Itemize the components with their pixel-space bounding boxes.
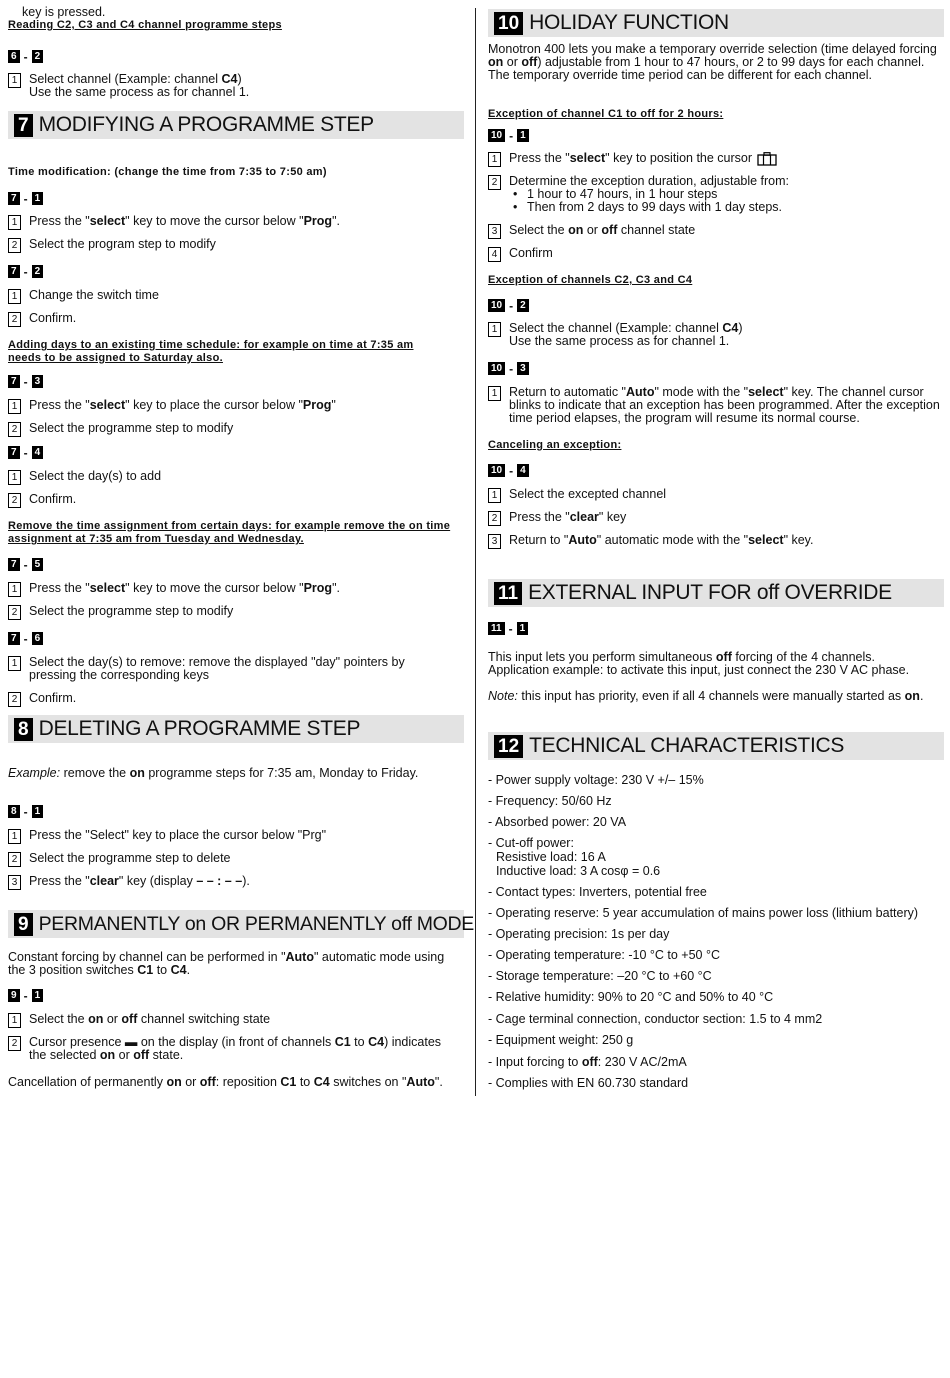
section-11-text: This input lets you perform simultaneous off forcing of the 4 channels. Application example: to activate this input, just connect the 230 V AC phase. [488, 650, 910, 677]
section-11-note: Note: this input has priority, even if all 4 channels were manually started as on. [488, 689, 924, 703]
step-id-10-1: 10 - 1 [488, 129, 529, 142]
time-mod-heading: Time modification: (change the time from 7:35 to 7:50 am) [8, 166, 327, 178]
example-text: Example: remove the on programme steps for 7:35 am, Monday to Friday. [8, 766, 419, 780]
section-header-10: 10 HOLIDAY FUNCTION [488, 9, 944, 37]
tech-spec-item: - Contact types: Inverters, potential free [488, 885, 707, 899]
step-item: 2 Select the programme step to modify [8, 605, 233, 620]
exception-c1-heading: Exception of channel C1 to off for 2 hours: [488, 108, 724, 120]
section-10-intro: Monotron 400 lets you make a temporary override selection (time delayed forcing on or off) adjustable from 1 hour to 47 hours, or 2 to 99 days for each channel. The temporary override time period can be different for each channel. [488, 42, 937, 82]
step-item: 1 Select the day(s) to add [8, 470, 161, 485]
step-item: 2 Select the program step to modify [8, 238, 216, 253]
step-item: 1 Press the "select" key to place the cursor below "Prog" [8, 399, 336, 414]
step-id-7-2: 7 - 2 [8, 265, 43, 278]
step-item: 1 Press the "select" key to position the cursor [488, 152, 777, 169]
tech-spec-item: - Frequency: 50/60 Hz [488, 794, 612, 808]
step-id-10-4: 10 - 4 [488, 464, 529, 477]
tech-spec-item: - Absorbed power: 20 VA [488, 815, 627, 829]
step-id-7-1: 7 - 1 [8, 192, 43, 205]
step-id-7-4: 7 - 4 [8, 446, 43, 459]
tech-spec-item: - Operating temperature: -10 °C to +50 °C [488, 948, 720, 962]
section-header-11: 11 EXTERNAL INPUT FOR off OVERRIDE [488, 579, 944, 607]
step-item: 1 Press the "select" key to move the cursor below "Prog". [8, 582, 340, 597]
step-item: 1 Return to automatic "Auto" mode with the "select" key. The channel cursor blinks to indicate that an exception has been programmed. After the exception time period elapses, the program will resume its normal course. [488, 386, 944, 425]
tech-spec-subitem: Resistive load: 16 A [496, 850, 606, 864]
tech-spec-item: - Relative humidity: 90% to 20 °C and 50% to 40 °C [488, 990, 774, 1004]
tech-spec-item: - Storage temperature: –20 °C to +60 °C [488, 969, 712, 983]
tech-spec-item: - Cut-off power: [488, 836, 574, 850]
step-item: 2 Press the "clear" key [488, 511, 626, 526]
section-header-8: 8 DELETING A PROGRAMME STEP [8, 715, 464, 743]
tech-spec-item: - Input forcing to off: 230 V AC/2mA [488, 1055, 687, 1069]
step-item: 2 Determine the exception duration, adjustable from: • 1 hour to 47 hours, in 1 hour steps • Then from 2 days to 99 days with 1 day steps. [488, 175, 789, 214]
tech-spec-subitem: Inductive load: 3 A cosφ = 0.6 [496, 864, 661, 878]
step-item: 2 Confirm. [8, 692, 76, 707]
step-id-11-1: 11 - 1 [488, 622, 528, 635]
section-header-12: 12 TECHNICAL CHARACTERISTICS [488, 732, 944, 760]
bullet-item: • Then from 2 days to 99 days with 1 day steps. [513, 200, 782, 214]
step-item: 3 Return to "Auto" automatic mode with the "select" key. [488, 534, 813, 549]
step-id-8-1: 8 - 1 [8, 805, 43, 818]
tech-spec-item: - Cage terminal connection, conductor section: 1.5 to 4 mm2 [488, 1012, 823, 1026]
canceling-heading: Canceling an exception: [488, 439, 622, 451]
tech-spec-item: - Operating precision: 1s per day [488, 927, 670, 941]
exception-c2-heading: Exception of channels C2, C3 and C4 [488, 274, 693, 286]
section-header-7: 7 MODIFYING A PROGRAMME STEP [8, 111, 464, 139]
tech-spec-item: - Complies with EN 60.730 standard [488, 1076, 689, 1090]
tech-spec-item: - Operating reserve: 5 year accumulation of mains power loss (lithium battery) [488, 906, 919, 920]
step-item: 2 Confirm. [8, 312, 76, 327]
holiday-suitcase-icon [757, 152, 777, 169]
section-9-intro: Constant forcing by channel can be performed in "Auto" automatic mode using the 3 position switches C1 to C4. [8, 950, 445, 977]
step-id-7-5: 7 - 5 [8, 558, 43, 571]
step-id-9-1: 9 - 1 [8, 989, 43, 1002]
column-divider [475, 8, 476, 1096]
section-header-9: 9 PERMANENTLY on OR PERMANENTLY off MODE [8, 910, 464, 938]
step-item: 4 Confirm [488, 247, 553, 262]
intro-text: key is pressed. [22, 5, 106, 19]
step-item: 1 Press the "select" key to move the cursor below "Prog". [8, 215, 340, 230]
step-item: 1 Select the day(s) to remove: remove the displayed "day" pointers by pressing the corresponding keys [8, 656, 448, 682]
remove-heading: Remove the time assignment from certain days: for example remove the on time assignment at 7:35 am from Tuesday and Wednesday. [8, 520, 451, 545]
bullet-item: • 1 hour to 47 hours, in 1 hour steps [513, 187, 718, 201]
step-item: 3 Select the on or off channel state [488, 224, 695, 239]
step-item: 1 Press the "Select" key to place the cursor below "Prg" [8, 829, 326, 844]
step-item: 3 Press the "clear" key (display – – : – –). [8, 875, 250, 890]
step-item: 2 Select the programme step to delete [8, 852, 231, 867]
step-item: 2 Confirm. [8, 493, 76, 508]
step-id-6-2: 6 - 2 [8, 50, 43, 63]
step-item: 2 Cursor presence ▬ on the display (in front of channels C1 to C4) indicates the selected on or off state. [8, 1036, 458, 1062]
tech-spec-item: - Power supply voltage: 230 V +/– 15% [488, 773, 704, 787]
step-id-7-3: 7 - 3 [8, 375, 43, 388]
step-item: 1 Select the on or off channel switching state [8, 1013, 270, 1028]
reading-heading: Reading C2, C3 and C4 channel programme steps [8, 19, 282, 31]
step-item: 1 Select the channel (Example: channel C4) Use the same process as for channel 1. [488, 322, 742, 348]
step-item: 1 Change the switch time [8, 289, 159, 304]
step-item: 1 Select channel (Example: channel C4) Use the same process as for channel 1. [8, 73, 249, 99]
tech-spec-item: - Equipment weight: 250 g [488, 1033, 634, 1047]
step-id-7-6: 7 - 6 [8, 632, 43, 645]
step-item: 1 Select the excepted channel [488, 488, 666, 503]
step-item: 2 Select the programme step to modify [8, 422, 233, 437]
cancellation-text: Cancellation of permanently on or off: reposition C1 to C4 switches on "Auto". [8, 1075, 443, 1089]
step-id-10-3: 10 - 3 [488, 362, 529, 375]
adding-heading: Adding days to an existing time schedule: for example on time at 7:35 am needs to be assigned to Saturday also. [8, 339, 414, 364]
step-id-10-2: 10 - 2 [488, 299, 529, 312]
